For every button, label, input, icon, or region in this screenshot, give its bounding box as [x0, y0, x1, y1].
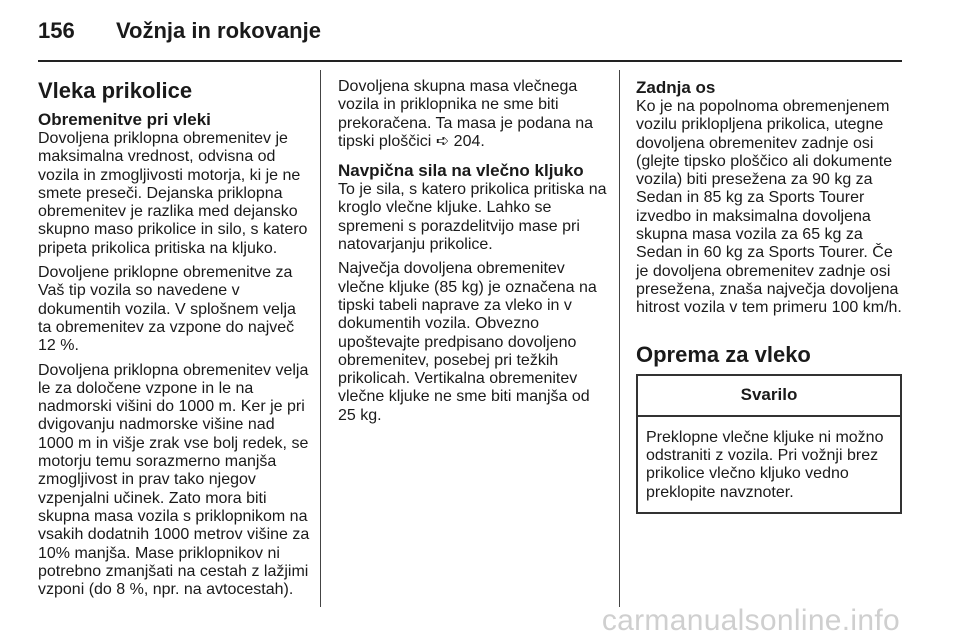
page-reference-link[interactable]: 204. [453, 132, 485, 150]
paragraph: Dovoljene priklopne obremenitve za Vaš tip vozila so navedene v dokumentih vozila. V splošnem velja ta obremenitev za vzpone do največ 12 %. [38, 264, 296, 355]
paragraph: Dovoljena priklopna obremenitev velja le za določene vzpone in le na nadmorski višini do 1000 m. Ker je pri dvigovanju nadmorske višine nad 1000 m in višje zrak vse bolj redek, se motorju temu sorazmerno manjša zmogljivost in prav tako njegov vzpenjalni učinek. Zato mora biti skupna masa vozila s priklopnikom na vsakih dodatnih 1000 metrov višine za 10% manjša. Mase priklopnikov ni potrebno zmanjšati na cestah z lažjimi vzponi (do 8 %, npr. na avtocestah). [38, 361, 310, 599]
page-reference-arrow-icon: ➪ [435, 132, 450, 150]
warning-body: Preklopne vlečne kljuke ni možno odstraniti z vozila. Pri vožnji brez prikolice vlečno kljuko vedno preklopite navznoter. [646, 428, 884, 501]
column-3 [636, 78, 902, 514]
paragraph: Ko je na popolnoma obremenjenem vozilu priklopljena prikolica, utegne dovoljena obremenitev zadnje osi (glejte tipsko ploščico ali dokumente vozila) biti presežena za 90 kg za Sedan in 85 kg za Sports Tourer izvedbo in maksimalna dovoljena skupna masa vozila za 65 kg za Sedan in 60 kg za Sports Tourer. Če je dovoljena obremenitev zadnje osi presežena, znaša največja dovoljena hitrost vozila v tem primeru 100 km/h. [636, 98, 902, 317]
column-divider-2 [619, 70, 620, 607]
column-1 [38, 78, 310, 605]
paragraph-intro [338, 78, 610, 151]
subsection-title-navpicna-sila: Navpična sila na vlečno kljuko [338, 161, 584, 181]
page-number: 156 [38, 18, 75, 43]
subsection-title-zadnja-os: Zadnja os [636, 78, 716, 97]
warning-title: Svarilo [638, 376, 900, 417]
column-2 [338, 78, 610, 431]
paragraph: Največja dovoljena obremenitev vlečne kljuke (85 kg) je označena na tipski tabeli naprave za vleko in v dokumentih vozila. Obvezno upoštevajte predpisano dovoljeno obremenitev, posebej pri težkih prikolicah. Vertikalna obremenitev vlečne kljuke ne sme biti manjša od 25 kg. [338, 260, 597, 424]
section-title-oprema: Oprema za vleko [636, 341, 811, 367]
warning-box [636, 374, 902, 514]
paragraph: Dovoljena priklopna obremenitev je maksimalna vrednost, odvisna od vozila in zmogljivosti motorja, ki je ne smete preseči. Dejanska priklopna obremenitev je razlika med dejansko skupno maso prikolice in silo, s katero pripeta prikolica pritiska na kljuko. [38, 130, 308, 257]
page-title: Vožnja in rokovanje [116, 18, 321, 43]
header-rule [38, 60, 902, 62]
paragraph: To je sila, s katero prikolica pritiska na kroglo vlečne kljuke. Lahko se spremeni s porazdelitvijo mase pri natovarjanju prikolice. [338, 181, 607, 254]
section-title-vleka: Vleka prikolice [38, 78, 193, 103]
subsection-title-obremenitve: Obremenitve pri vleki [38, 110, 211, 129]
intro-text: Dovoljena skupna masa vlečnega vozila in priklopnika ne sme biti prekoračena. Ta masa je podana na tipski ploščici [338, 78, 593, 150]
watermark: carmanualsonline.info [601, 604, 900, 637]
column-divider-1 [320, 70, 321, 607]
page-header [38, 18, 321, 48]
